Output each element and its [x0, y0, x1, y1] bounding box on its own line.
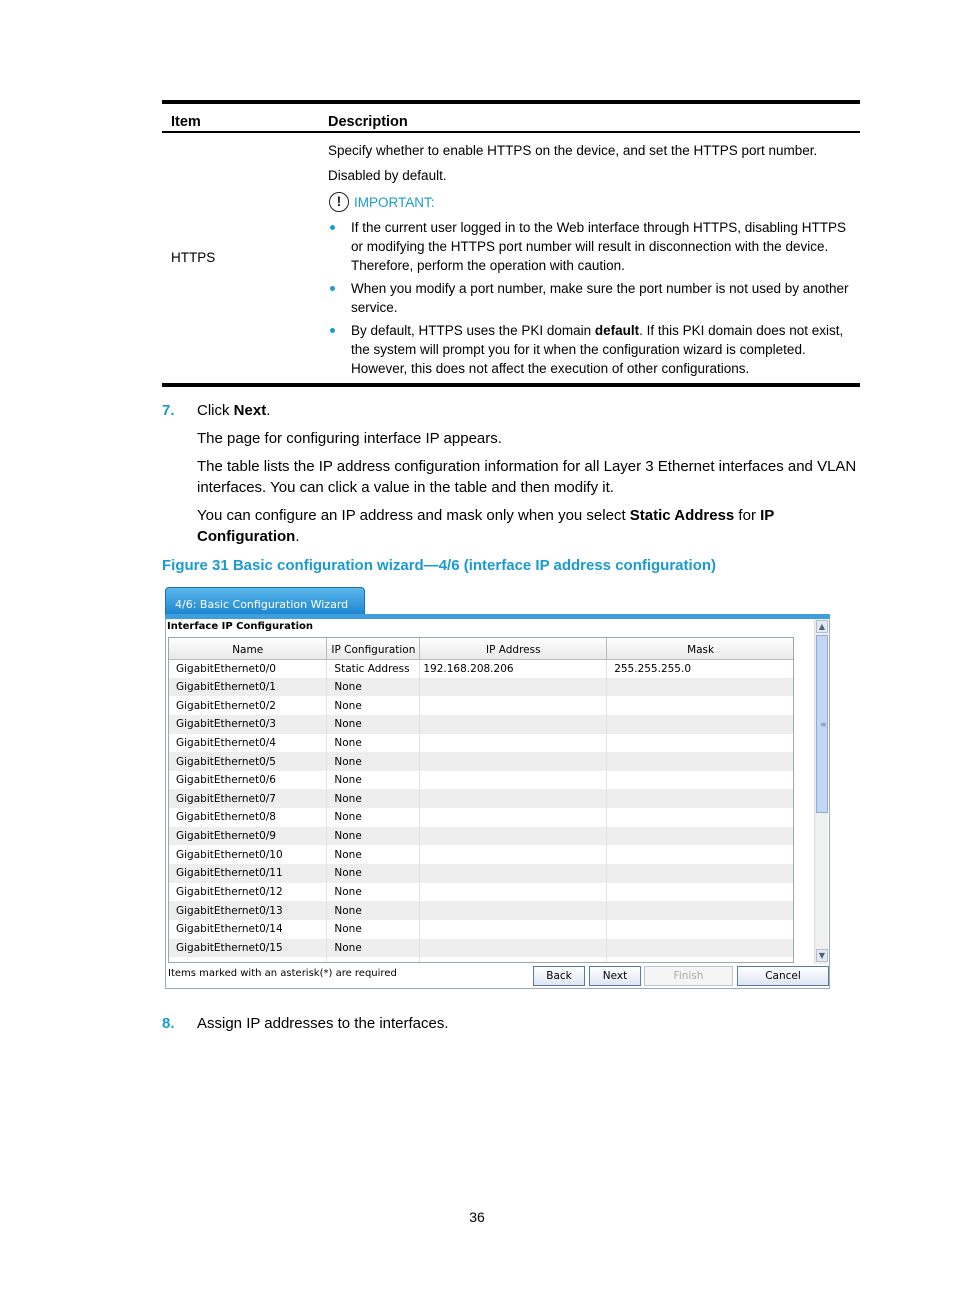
next-button[interactable]: Next	[589, 966, 641, 986]
cell-mask[interactable]	[607, 939, 794, 958]
step-7-paragraph-3	[197, 505, 867, 547]
finish-button[interactable]: Finish	[644, 966, 733, 986]
cell-ip-configuration[interactable]: None	[327, 920, 420, 939]
table-row[interactable]	[169, 789, 794, 808]
cell-name[interactable]: GigabitEthernet0/7	[169, 789, 327, 808]
table-row[interactable]	[169, 864, 794, 883]
cell-ip-configuration[interactable]: None	[327, 771, 420, 790]
cell-ip-configuration[interactable]: None	[327, 808, 420, 827]
step-7-text	[197, 402, 270, 419]
cell-mask[interactable]	[607, 808, 794, 827]
col-ip-configuration-header[interactable]: IP Configuration	[327, 638, 420, 659]
step-8-number: 8.	[162, 1015, 175, 1032]
description-cell	[328, 141, 858, 378]
step-7-post: .	[266, 402, 271, 419]
table-row[interactable]	[169, 696, 794, 715]
cell-ip-configuration[interactable]: None	[327, 883, 420, 902]
cell-mask[interactable]	[607, 678, 794, 697]
cell-name[interactable]: GigabitEthernet0/12	[169, 883, 327, 902]
wizard-tab[interactable]: 4/6: Basic Configuration Wizard	[165, 587, 365, 615]
bullet-3-bold: default	[594, 323, 640, 338]
bullet-3-post: . If this PKI domain does not exist, the system will prompt you for it when the configuration wizard is completed. However, this does not affect the execution of other configurations.	[351, 323, 844, 376]
cell-ip-configuration[interactable]: None	[327, 864, 420, 883]
back-button[interactable]: Back	[533, 966, 585, 986]
important-note	[328, 191, 858, 213]
table-row[interactable]	[169, 734, 794, 753]
cell-name[interactable]: GigabitEthernet0/15	[169, 939, 327, 958]
cell-ip-configuration[interactable]: None	[327, 696, 420, 715]
cell-name[interactable]: GigabitEthernet0/10	[169, 845, 327, 864]
cell-mask[interactable]	[607, 789, 794, 808]
bullet-3-pre: By default, HTTPS uses the PKI domain	[351, 323, 595, 338]
table-row[interactable]	[169, 678, 794, 697]
table-row[interactable]	[169, 939, 794, 958]
cell-ip-address[interactable]	[420, 939, 607, 958]
grid-header-row	[169, 638, 794, 659]
cell-ip-configuration[interactable]: None	[327, 827, 420, 846]
grip-icon: ≡	[820, 720, 827, 729]
table-row[interactable]	[169, 659, 794, 678]
cell-mask[interactable]	[607, 845, 794, 864]
cell-name[interactable]: GigabitEthernet0/9	[169, 827, 327, 846]
required-note: Items marked with an asterisk(*) are required	[168, 968, 397, 979]
important-label: IMPORTANT:	[354, 194, 435, 210]
cell-name[interactable]: GigabitEthernet0/2	[169, 696, 327, 715]
cell-name[interactable]: GigabitEthernet0/8	[169, 808, 327, 827]
table-row[interactable]	[169, 752, 794, 771]
page-number: 36	[469, 1209, 485, 1225]
scroll-thumb[interactable]	[816, 635, 828, 813]
step-8-text: Assign IP addresses to the interfaces.	[197, 1015, 449, 1032]
p3-c: for	[734, 507, 761, 524]
cancel-button[interactable]: Cancel	[737, 966, 829, 986]
cell-ip-configuration[interactable]: None	[327, 939, 420, 958]
p3-e: .	[295, 528, 300, 545]
col-mask-header[interactable]: Mask	[607, 638, 794, 659]
item-https: HTTPS	[171, 250, 216, 265]
bullet-1: If the current user logged in to the Web interface through HTTPS, disabling HTTPS or modifying the HTTPS port number will result in disconnection with the device. Therefore, perform the operation with caution.	[328, 218, 858, 275]
cell-ip-address[interactable]	[420, 808, 607, 827]
cell-ip-configuration[interactable]	[327, 957, 420, 963]
cell-name[interactable]: GigabitEthernet0/14	[169, 920, 327, 939]
cell-ip-address[interactable]	[420, 845, 607, 864]
cell-name[interactable]: GigabitEthernet0/11	[169, 864, 327, 883]
cell-mask[interactable]	[607, 864, 794, 883]
cell-name[interactable]: GigabitEthernet0/3	[169, 715, 327, 734]
cell-mask[interactable]	[607, 771, 794, 790]
cell-ip-address[interactable]	[420, 864, 607, 883]
wizard-panel	[165, 619, 830, 989]
cell-mask[interactable]	[607, 734, 794, 753]
table-row[interactable]	[169, 845, 794, 864]
col-ip-address-header[interactable]: IP Address	[420, 638, 607, 659]
header-description: Description	[328, 114, 408, 130]
cell-ip-address[interactable]	[420, 771, 607, 790]
bullet-3	[328, 321, 858, 378]
cell-mask[interactable]	[607, 715, 794, 734]
table-row[interactable]	[169, 771, 794, 790]
cell-ip-configuration[interactable]: None	[327, 845, 420, 864]
scroll-up-icon[interactable]: ▲	[816, 620, 828, 633]
cell-name[interactable]: GigabitEthernet0/6	[169, 771, 327, 790]
p3-a: You can configure an IP address and mask only when you select	[197, 507, 630, 524]
p3-b: Static Address	[629, 507, 735, 524]
step-7-number: 7.	[162, 402, 175, 419]
table-header	[162, 104, 860, 131]
cell-mask[interactable]	[607, 901, 794, 920]
cell-ip-address[interactable]	[420, 827, 607, 846]
cell-mask[interactable]	[607, 957, 794, 963]
cell-name[interactable]: GigabitEthernet0/5	[169, 752, 327, 771]
table-bottom-rule	[162, 383, 860, 387]
cell-name[interactable]: GigabitEthernet0/0	[169, 659, 327, 678]
cell-ip-address[interactable]	[420, 715, 607, 734]
step-7-pre: Click	[197, 402, 234, 419]
cell-name[interactable]: GigabitEthernet0/13	[169, 901, 327, 920]
cell-ip-address[interactable]: 192.168.208.206	[420, 659, 607, 678]
header-item: Item	[171, 114, 201, 130]
step-7-paragraph-2: The table lists the IP address configuration information for all Layer 3 Ethernet interfaces and VLAN interfaces. You can click a value in the table and then modify it.	[197, 458, 857, 496]
figure-caption: Figure 31 Basic configuration wizard—4/6 (interface IP address configuration)	[162, 557, 717, 574]
desc-paragraph-1: Specify whether to enable HTTPS on the device, and set the HTTPS port number.	[328, 143, 818, 158]
table-row[interactable]	[169, 715, 794, 734]
cell-ip-configuration[interactable]: None	[327, 789, 420, 808]
cell-ip-address[interactable]	[420, 734, 607, 753]
table-row[interactable]	[169, 957, 794, 963]
cell-mask[interactable]	[607, 920, 794, 939]
cell-name[interactable]: GigabitEthernet0/1	[169, 678, 327, 697]
interface-grid	[168, 637, 794, 963]
cell-ip-address[interactable]	[420, 696, 607, 715]
cell-mask[interactable]	[607, 883, 794, 902]
cell-mask[interactable]: 255.255.255.0	[607, 659, 794, 678]
step-7-bold: Next	[233, 402, 267, 419]
wizard-screenshot	[165, 587, 830, 989]
table-row-https	[162, 133, 860, 383]
description-table	[162, 100, 860, 387]
p3-d: IP Configuration	[197, 507, 775, 545]
cell-name[interactable]: GigabitEthernet0/4	[169, 734, 327, 753]
table-row[interactable]	[169, 808, 794, 827]
cell-ip-configuration[interactable]: None	[327, 752, 420, 771]
step-7-paragraph-1: The page for configuring interface IP appears.	[197, 430, 502, 447]
cell-ip-configuration[interactable]: None	[327, 901, 420, 920]
cell-mask[interactable]	[607, 827, 794, 846]
cell-ip-address[interactable]	[420, 789, 607, 808]
bullet-2: When you modify a port number, make sure the port number is not used by another service.	[328, 279, 858, 317]
cell-ip-address[interactable]	[420, 901, 607, 920]
cell-ip-address[interactable]	[420, 957, 607, 963]
cell-ip-configuration[interactable]: None	[327, 734, 420, 753]
cell-ip-address[interactable]	[420, 883, 607, 902]
cell-mask[interactable]	[607, 696, 794, 715]
cell-ip-address[interactable]	[420, 678, 607, 697]
vertical-scrollbar[interactable]	[814, 619, 828, 964]
panel-title: Interface IP Configuration	[167, 621, 314, 632]
cell-ip-address[interactable]	[420, 752, 607, 771]
desc-paragraph-2: Disabled by default.	[328, 168, 447, 183]
table-row[interactable]	[169, 883, 794, 902]
cell-name[interactable]	[169, 957, 327, 963]
cell-ip-address[interactable]	[420, 920, 607, 939]
scroll-down-icon[interactable]: ▼	[816, 949, 828, 962]
cell-mask[interactable]	[607, 752, 794, 771]
col-name-header[interactable]: Name	[169, 638, 327, 659]
table-row[interactable]	[169, 901, 794, 920]
table-row[interactable]	[169, 920, 794, 939]
cell-ip-configuration[interactable]: Static Address	[327, 659, 420, 678]
exclamation-circle-icon: !	[329, 192, 349, 212]
table-row[interactable]	[169, 827, 794, 846]
cell-ip-configuration[interactable]: None	[327, 678, 420, 697]
cell-ip-configuration[interactable]: None	[327, 715, 420, 734]
